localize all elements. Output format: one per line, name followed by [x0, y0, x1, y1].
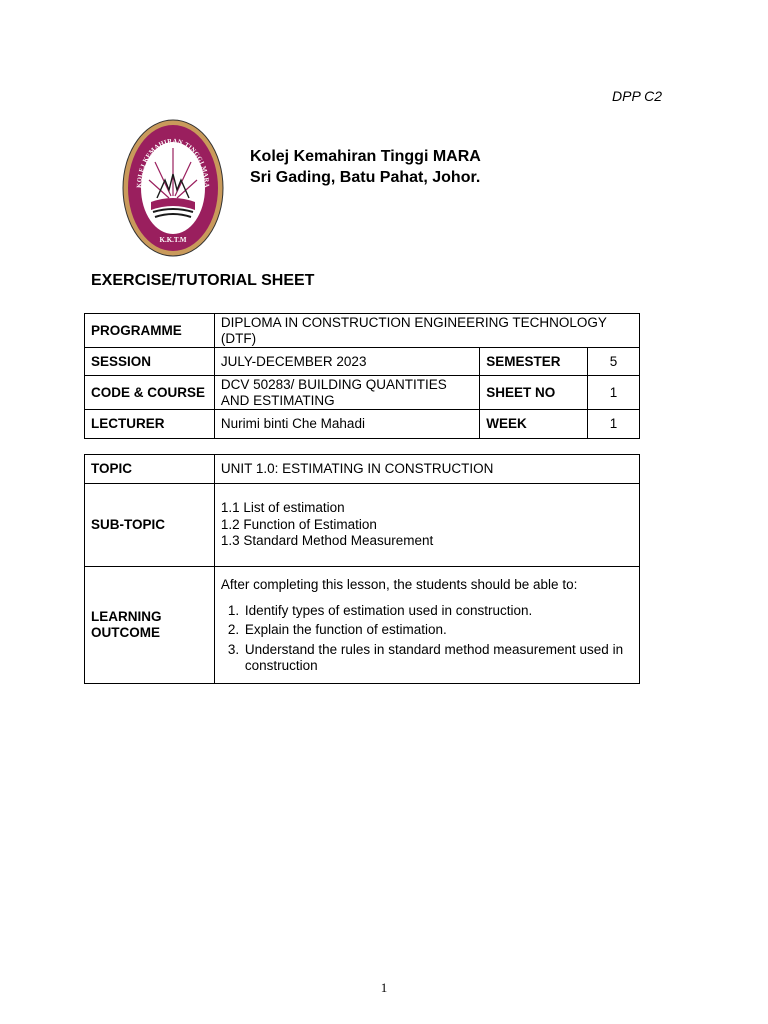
sheet-title: EXERCISE/TUTORIAL SHEET — [91, 272, 315, 289]
topic-table — [84, 454, 640, 684]
subtopic-label: SUB-TOPIC — [85, 484, 215, 567]
college-header — [250, 146, 481, 188]
learning-outcome-item: 3. Understand the rules in standard method measurement used in construction — [243, 642, 633, 675]
college-location: Sri Gading, Batu Pahat, Johor. — [250, 169, 481, 186]
learning-outcome-item: 2. Explain the function of estimation. — [243, 622, 633, 639]
subtopic-row — [85, 484, 640, 567]
subtopic-item: 1.1 List of estimation — [220, 500, 345, 516]
course-info-table — [84, 313, 640, 439]
learning-outcome-intro: After completing this lesson, the students should be able to: — [220, 576, 578, 592]
learning-outcome-label: LEARNING OUTCOME — [85, 567, 215, 684]
topic-label: TOPIC — [85, 455, 215, 484]
week-value: 1 — [588, 410, 640, 439]
semester-value: 5 — [588, 348, 640, 376]
topic-value: UNIT 1.0: ESTIMATING IN CONSTRUCTION — [214, 455, 639, 484]
learning-outcome-list — [221, 603, 633, 675]
session-label: SESSION — [85, 348, 215, 376]
topic-row — [85, 455, 640, 484]
document-code: DPP C2 — [612, 88, 663, 104]
ktm-logo — [121, 118, 225, 258]
week-label: WEEK — [480, 410, 588, 439]
svg-text:KOLEJ KEMAHIRAN TINGGI MARA: KOLEJ KEMAHIRAN TINGGI MARA — [135, 137, 211, 189]
learning-outcome-item: 1. Identify types of estimation used in construction. — [243, 603, 633, 620]
programme-label: PROGRAMME — [85, 314, 215, 348]
svg-text:K.K.T.M: K.K.T.M — [159, 236, 187, 244]
programme-row — [85, 314, 640, 348]
session-value: JULY-DECEMBER 2023 — [214, 348, 479, 376]
subtopic-item: 1.3 Standard Method Measurement — [220, 533, 434, 549]
course-value: DCV 50283/ BUILDING QUANTITIES AND ESTIMATING — [214, 376, 479, 410]
session-row — [85, 348, 640, 376]
subtopic-list — [214, 484, 639, 567]
lecturer-value: Nurimi binti Che Mahadi — [214, 410, 479, 439]
learning-outcome-content — [214, 567, 639, 684]
course-row — [85, 376, 640, 410]
lecturer-label: LECTURER — [85, 410, 215, 439]
page-number: 1 — [380, 980, 388, 995]
semester-label: SEMESTER — [480, 348, 588, 376]
learning-outcome-row — [85, 567, 640, 684]
sheet-no-label: SHEET NO — [480, 376, 588, 410]
subtopic-item: 1.2 Function of Estimation — [220, 516, 377, 532]
course-label: CODE & COURSE — [85, 376, 215, 410]
lecturer-row — [85, 410, 640, 439]
college-name: Kolej Kemahiran Tinggi MARA — [250, 148, 481, 165]
programme-value: DIPLOMA IN CONSTRUCTION ENGINEERING TECHNOLOGY (DTF) — [214, 314, 639, 348]
sheet-no-value: 1 — [588, 376, 640, 410]
